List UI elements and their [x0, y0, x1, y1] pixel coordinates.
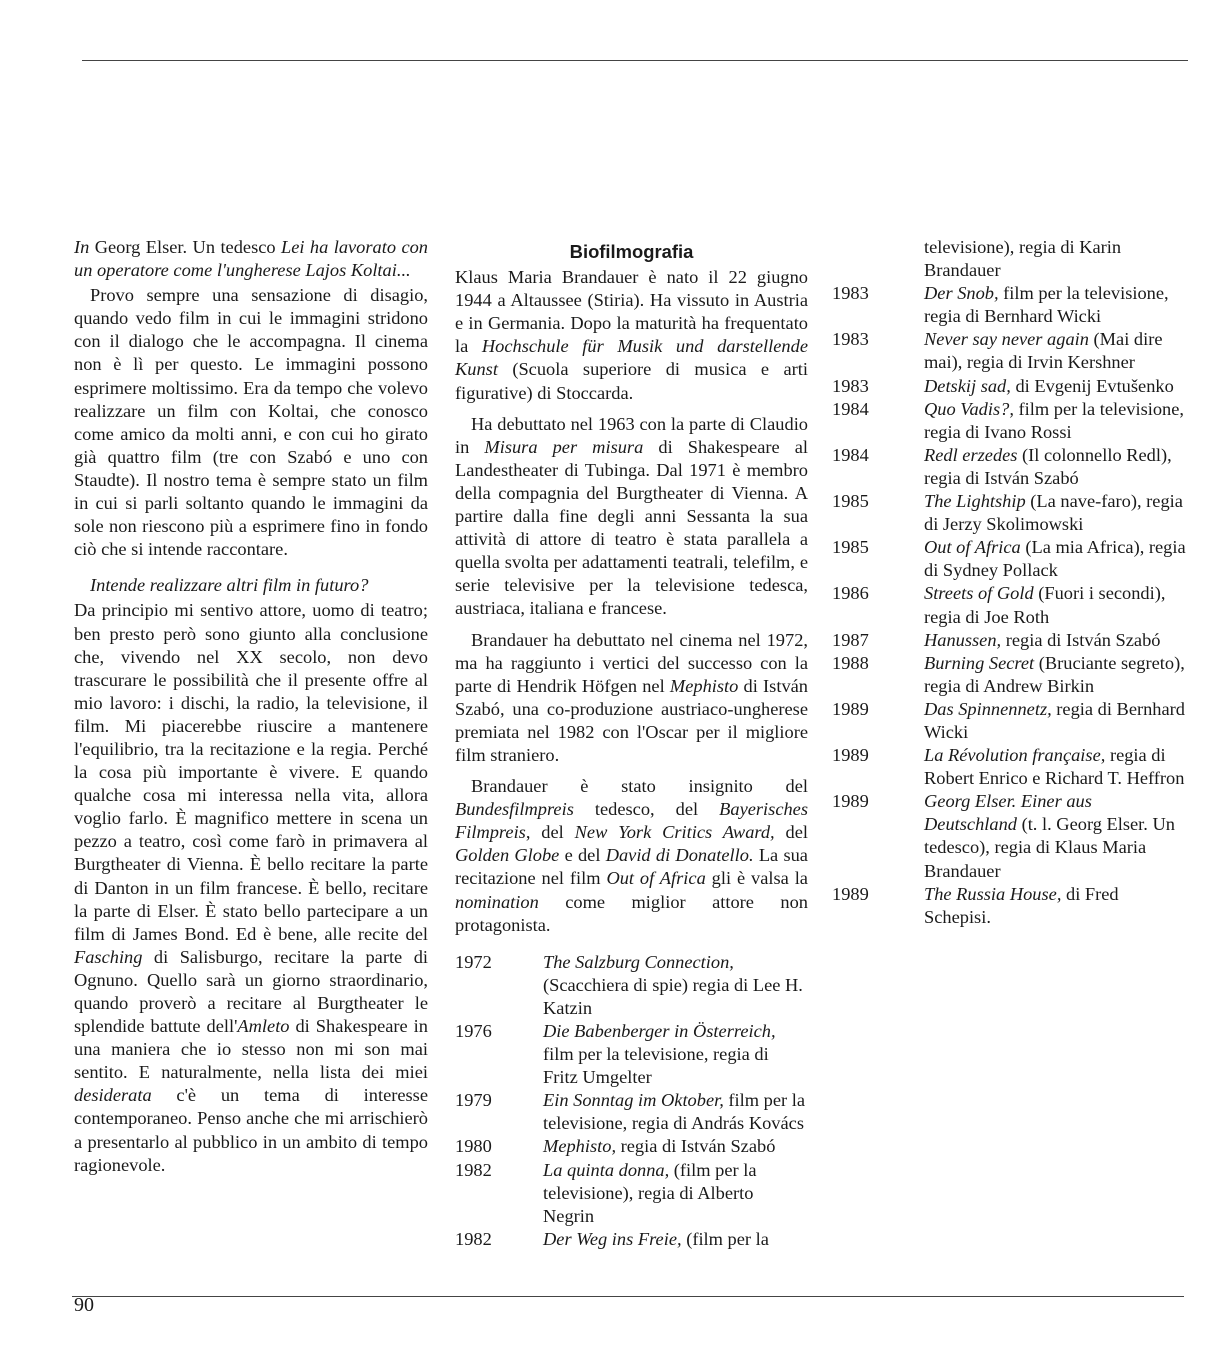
interview-question-1: [74, 236, 428, 282]
filmography-entry: [832, 698, 1188, 744]
film-description: [924, 744, 1188, 790]
filmography-list-part-1: [455, 951, 808, 1251]
filmography-entry: [832, 790, 1188, 882]
filmography-entry: [832, 328, 1188, 374]
filmography-entry: [832, 444, 1188, 490]
bio-italic: Out of Africa: [606, 868, 706, 889]
film-title: Der Snob,: [924, 283, 999, 304]
film-year: 1983: [832, 329, 869, 350]
biography-heading: Biofilmografia: [569, 241, 694, 262]
bio-paragraph-4: [455, 775, 808, 937]
bio-text: (Scuola superiore di musica e arti figurative) di Stoccarda.: [455, 359, 808, 403]
film-details: di Fred Schepisi.: [924, 883, 1119, 927]
film-description: [924, 282, 1188, 328]
film-title: The Salzburg Connection,: [543, 951, 734, 972]
answer-text: di Salisburgo, recitare la parte di Ognuno. Quello sarà un giorno straordinario, quando proverò a recitare al Burgtheater le splendide battute dell': [74, 946, 428, 1037]
question-lead-italic: In: [74, 237, 90, 257]
film-description: [924, 536, 1188, 582]
filmography-entry: [455, 1159, 808, 1228]
film-title: La quinta donna,: [543, 1159, 670, 1180]
film-year: 1985: [832, 537, 869, 558]
film-year: 1984: [832, 444, 869, 465]
filmography-entry: [832, 629, 1188, 652]
film-title: Quo Vadis?,: [924, 398, 1014, 419]
bio-italic: Bayerisches Filmpreis: [455, 799, 808, 843]
film-title: Burning Secret: [924, 652, 1035, 673]
film-title: Das Spinnennetz,: [924, 698, 1052, 719]
bio-text: Brandauer ha debuttato nel cinema nel 1972, ma ha raggiunto i vertici del successo con la parte di Hendrik Höfgen nel: [455, 629, 808, 696]
filmography-entry: [832, 282, 1188, 328]
film-year: 1986: [832, 583, 869, 604]
film-year: 1983: [832, 283, 869, 304]
film-details: di Evgenij Evtušenko: [1010, 375, 1174, 396]
film-description: [543, 1089, 808, 1135]
film-details: (film per la: [681, 1228, 769, 1249]
bio-italic: Bundesfilmpreis: [455, 799, 574, 820]
film-description: [924, 398, 1188, 444]
film-year: 1989: [832, 698, 869, 719]
film-title: The Russia House,: [924, 883, 1062, 904]
question-text: Lei ha lavorato con un operatore come l'ungherese Lajos Koltai...: [74, 237, 428, 281]
film-details: (La nave-faro), regia di Jerzy Skolimowski: [924, 491, 1183, 535]
bio-text: Brandauer è stato insignito del: [471, 776, 808, 797]
film-description: [924, 790, 1188, 882]
film-title: Streets of Gold: [924, 583, 1034, 604]
film-title: Never say never again: [924, 329, 1089, 350]
film-title: Georg Elser. Einer aus Deutschland: [924, 791, 1092, 835]
bio-text: e del: [559, 845, 606, 866]
film-year: 1983: [832, 375, 869, 396]
top-rule: [82, 60, 1188, 61]
film-description: [543, 1135, 808, 1158]
film-details: film per la televisione, regia di Fritz Umgelter: [543, 1044, 769, 1088]
filmography-entry: [455, 951, 808, 1020]
film-year: 1985: [832, 491, 869, 512]
film-description: [543, 1020, 808, 1089]
bio-text: del: [774, 822, 809, 843]
bio-text: Klaus Maria Brandauer è nato il 22 giugno 1944 a Altaussee (Stiria). Ha vissuto in Austria e in Germania. Dopo la maturità ha frequentato la: [455, 267, 808, 357]
film-year: 1989: [832, 883, 869, 904]
bio-text: , del: [525, 822, 575, 843]
biography-column: [455, 236, 808, 1251]
film-description: [924, 652, 1188, 698]
interview-question-2: Intende realizzare altri film in futuro?: [90, 575, 369, 596]
bio-italic: Golden Globe: [455, 845, 560, 866]
film-title: The Lightship: [924, 491, 1026, 512]
filmography-entry-continued: [832, 236, 1188, 282]
film-year: 1972: [455, 951, 492, 972]
filmography-column: [832, 236, 1188, 929]
film-title: Hanussen,: [924, 629, 1002, 650]
interview-answer-2: [74, 599, 428, 1176]
filmography-entry: [832, 398, 1188, 444]
bio-text: di István Szabó, una co-produzione austriaco-ungherese premiata nel 1982 con l'Oscar per il migliore film straniero.: [455, 675, 808, 765]
film-description: [924, 629, 1188, 652]
interview-column: [74, 236, 428, 1177]
film-year: 1989: [832, 791, 869, 812]
film-title: Out of Africa: [924, 537, 1021, 558]
film-title: Redl erzedes: [924, 444, 1018, 465]
film-description: [924, 328, 1188, 374]
film-year: 1979: [455, 1090, 492, 1111]
bio-italic: Mephisto: [669, 675, 739, 696]
answer-text: c'è un tema di interesse contemporaneo. Penso anche che mi arrischierò a presentarlo al pubblico in un ambito di tempo ragionevole.: [74, 1085, 428, 1175]
filmography-entry: [455, 1135, 808, 1158]
filmography-entry: [455, 1020, 808, 1089]
film-year: 1980: [455, 1136, 492, 1157]
answer-italic: desiderata: [74, 1085, 152, 1106]
answer-text: Da principio mi sentivo attore, uomo di teatro; ben presto però sono giunto alla conclusione che, vivendo nel XX secolo, non devo trascurare le possibilità che il presente offre al mio lavoro: i dischi, la radio, la televisione, il film. Mi piacerebbe riuscire a mantenere l'equilibrio, tra la recitazione e la regia. Perché la cosa più importante è vivere. E quando qualche cosa mi interessa nella vita, allora voglio farlo. È magnifico mettere in scena un pezzo a teatro, così come farò in primavera al Burgtheater di Vienna. È bello recitare la parte di Danton in un film francese. È bello, recitare la parte di Elser. È stato bello partecipare a un film di James Bond. Ed è bene, alle recite del: [74, 600, 428, 944]
film-description: [924, 444, 1188, 490]
filmography-entry: [832, 883, 1188, 929]
film-details: film per la televisione, regia di András Kovács: [543, 1090, 806, 1134]
film-description: [924, 375, 1188, 398]
filmography-entry: [832, 536, 1188, 582]
bio-italic: Hochschule für Musik und darstellende Kunst: [455, 336, 808, 380]
answer-italic: Fasching: [74, 946, 143, 967]
film-year: 1989: [832, 745, 869, 766]
film-details: televisione), regia di Karin Brandauer: [924, 237, 1122, 281]
filmography-entry: [832, 490, 1188, 536]
film-description: [543, 951, 808, 1020]
filmography-entry: [832, 744, 1188, 790]
film-title: Ein Sonntag im Oktober,: [543, 1090, 724, 1111]
film-description: [543, 1159, 808, 1228]
film-details: (La mia Africa), regia di Sydney Pollack: [924, 537, 1186, 581]
film-details: (Mai dire mai), regia di Irvin Kershner: [924, 329, 1163, 373]
bio-text: La sua recitazione nel film: [455, 845, 808, 889]
film-description: [924, 582, 1188, 628]
film-details: regia di István Szabó: [616, 1136, 776, 1157]
film-details: (t. l. Georg Elser. Un tedesco), regia di Klaus Maria Brandauer: [924, 814, 1175, 881]
film-details: regia di Bernhard Wicki: [924, 698, 1185, 742]
film-details: (Il colonnello Redl), regia di István Szabó: [924, 444, 1172, 488]
film-title: La Révolution française,: [924, 745, 1106, 766]
filmography-entry: [832, 652, 1188, 698]
filmography-entry: [832, 375, 1188, 398]
interview-answer-1: Provo sempre una sensazione di disagio, quando vedo film in cui le immagini stridono con il dialogo che le accompagna. Il cinema non è lì per questo. Le immagini possono esprimere moltissimo. Era da tempo che volevo realizzare un film con Koltai, che conosco come amico da molti anni, e con cui ho girato già quattro film (tre con Szabó e uno con Staudte). Il nostro tema è sempre stato un film in cui si parli soltanto quando le immagini da sole non riescono più a esprimere fino in fondo ciò che si intende raccontare.: [74, 285, 428, 560]
film-details: film per la televisione, regia di Ivano Rossi: [924, 398, 1184, 442]
film-title: Die Babenberger in Österreich,: [543, 1021, 776, 1041]
filmography-entry: [832, 582, 1188, 628]
filmography-list-part-2: [832, 236, 1188, 929]
film-details: film per la televisione, regia di Bernhard Wicki: [924, 283, 1169, 327]
bio-paragraph-3: [455, 629, 808, 768]
film-description: [924, 490, 1188, 536]
answer-italic: Amleto: [237, 1016, 290, 1037]
film-details: regia di István Szabó: [1001, 629, 1161, 650]
film-year: 1976: [455, 1021, 492, 1041]
bio-text: come miglior attore non protagonista.: [455, 891, 808, 935]
bio-italic: nomination: [455, 891, 539, 912]
film-details: (Scacchiera di spie) regia di Lee H. Katzin: [543, 974, 803, 1018]
bio-italic: Misura per misura: [484, 436, 644, 457]
bio-text: tedesco, del: [573, 799, 720, 820]
filmography-entry: [455, 1228, 808, 1251]
bio-paragraph-2: [455, 413, 808, 621]
film-title: Mephisto,: [543, 1136, 617, 1157]
film-details: regia di Robert Enrico e Richard T. Heffron: [924, 745, 1185, 789]
bio-text: Ha debuttato nel 1963 con la parte di Claudio in: [455, 413, 808, 457]
film-details: (film per la televisione), regia di Alberto Negrin: [543, 1159, 757, 1226]
bottom-rule: [72, 1296, 1184, 1297]
film-title: Der Weg ins Freie,: [543, 1228, 682, 1249]
film-description: [924, 883, 1188, 929]
filmography-entry: [455, 1089, 808, 1135]
bio-italic: New York Critics Award,: [574, 822, 775, 843]
bio-text: di Shakespeare al Landestheater di Tubinga. Dal 1971 è membro della compagnia del Burgtheater di Vienna. A partire dalla fine degli anni Sessanta la sua attività di attore di teatro è stata parallela a quella svolta per adattamenti teatrali, telefilm, e serie televisive per la televisione tedesca, austriaca, italiana e francese.: [455, 436, 809, 619]
film-year: 1987: [832, 629, 869, 650]
answer-text: di Shakespeare in una maniera che io stesso non mi son mai sentito. E naturalmente, nella lista dei miei: [74, 1016, 428, 1083]
film-year: 1988: [832, 652, 869, 673]
bio-text: gli è valsa la: [705, 868, 808, 889]
bio-paragraph-1: [455, 266, 808, 405]
film-year: 1984: [832, 398, 869, 419]
question-title: Georg Elser. Un tedesco: [89, 237, 281, 257]
film-details: (Fuori i secondi), regia di Joe Roth: [924, 583, 1166, 627]
film-description: [543, 1228, 808, 1251]
page-number: 90: [74, 1294, 94, 1316]
film-details: (Bruciante segreto), regia di Andrew Birkin: [924, 652, 1185, 696]
film-year: 1982: [455, 1228, 492, 1249]
film-year: 1982: [455, 1159, 492, 1180]
bio-italic: David di Donatello.: [605, 845, 754, 866]
film-description: [924, 698, 1188, 744]
film-title: Detskij sad,: [924, 375, 1011, 396]
